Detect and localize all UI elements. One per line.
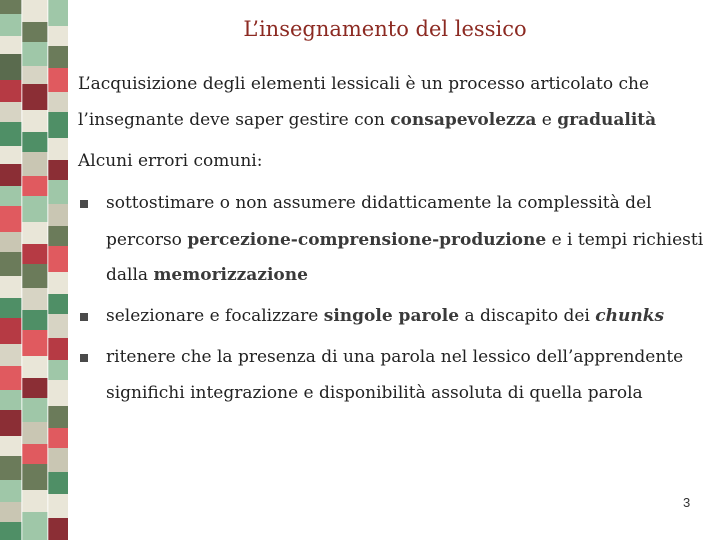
emphasis-chunks: chunks — [595, 306, 665, 326]
intro-text: L’acquisizione degli elementi lessicali è un processo articolato che — [78, 74, 650, 94]
bullet-item-1 — [80, 193, 704, 285]
errors-heading-text: Alcuni errori comuni: — [78, 151, 263, 171]
bullet-1-line-3-prefix: dalla — [106, 265, 149, 285]
bullet-1-line-3 — [106, 265, 308, 285]
emphasis-singole-parole: singole parole — [323, 306, 460, 326]
intro-text-prefix: l’insegnante deve saper gestire con — [78, 110, 385, 130]
emphasis-gradualita: gradualità — [557, 110, 657, 130]
slide-title: L’insegnamento del lessico — [243, 17, 527, 41]
bullet-2-line-1 — [106, 306, 664, 326]
bullet-3-line-2 — [106, 383, 643, 403]
bullet-2-middle: a discapito dei — [464, 306, 590, 326]
bullet-item-3 — [80, 347, 700, 407]
page-number: 3 — [683, 495, 691, 510]
bullet-1-prefix: percorso — [106, 230, 182, 250]
bullet-3-text-1: ritenere che la presenza di una parola nel lessico dell’apprendente — [106, 347, 684, 367]
stripe-pattern — [0, 0, 70, 540]
bullet-1-suffix: e i tempi richiesti — [551, 230, 704, 250]
square-bullet-icon — [80, 313, 88, 321]
intro-line-1 — [78, 74, 649, 94]
emphasis-memorizzazione: memorizzazione — [153, 265, 308, 285]
emphasis-consapevolezza: consapevolezza — [390, 110, 537, 130]
errors-heading — [78, 151, 262, 171]
bullet-1-line-1 — [106, 193, 652, 213]
bullet-1-text: sottostimare o non assumere didatticamente la complessità del — [106, 193, 652, 213]
bullet-3-line-1 — [106, 347, 683, 367]
bullet-1-line-2 — [106, 230, 703, 250]
emphasis-percezione: percezione-comprensione-produzione — [187, 230, 547, 250]
bullet-3-text-2: significhi integrazione e disponibilità assoluta di quella parola — [106, 383, 643, 403]
intro-line-2 — [78, 110, 656, 130]
bullet-2-prefix: selezionare e focalizzare — [106, 306, 319, 326]
square-bullet-icon — [80, 354, 88, 362]
decorative-stripe — [0, 0, 70, 540]
bullet-item-2 — [80, 306, 700, 330]
intro-text-conj: e — [541, 110, 552, 130]
square-bullet-icon — [80, 200, 88, 208]
